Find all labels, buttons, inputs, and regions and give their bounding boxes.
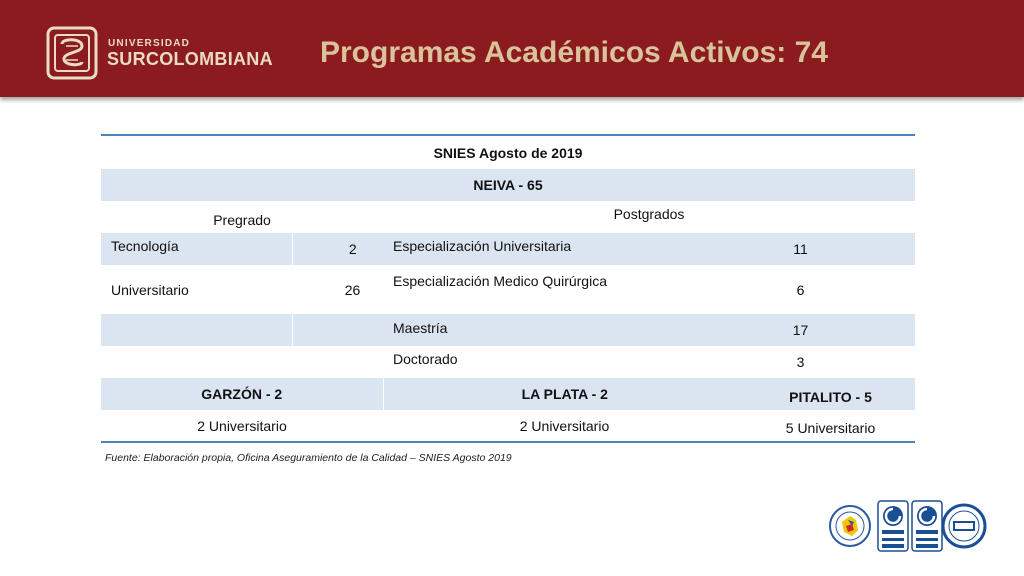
sedes-detail-row bbox=[101, 410, 915, 442]
pregrado-header: Pregrado bbox=[213, 212, 271, 228]
brand-small: UNIVERSIDAD bbox=[108, 38, 191, 49]
pregrado-cell bbox=[101, 314, 292, 346]
iso-9001-icon bbox=[911, 500, 943, 552]
iqnet-seal-icon bbox=[941, 502, 987, 550]
header-bar bbox=[0, 0, 1024, 97]
sede-garzon-header: GARZÓN - 2 bbox=[101, 378, 383, 410]
table-row bbox=[101, 265, 915, 314]
postgrado-count: 6 bbox=[796, 281, 805, 298]
pregrado-count bbox=[292, 314, 383, 346]
postgrado-count: 11 bbox=[746, 233, 915, 265]
subheader-row bbox=[101, 201, 915, 233]
table-row bbox=[101, 233, 915, 265]
sede-pitalito-detail: 5 Universitario bbox=[746, 410, 915, 442]
postgrados-header: Postgrados bbox=[613, 206, 685, 222]
programs-table bbox=[101, 134, 915, 443]
pregrado-count bbox=[292, 346, 383, 378]
sede-pitalito-header: PITALITO - 5 bbox=[746, 378, 915, 410]
source-footnote: Fuente: Elaboración propia, Oficina Aseguramiento de la Calidad – SNIES Agosto 2019 bbox=[105, 452, 512, 464]
table-row bbox=[101, 346, 915, 378]
postgrado-cell: Especialización Medico Quirúrgica bbox=[393, 273, 607, 289]
neiva-header: NEIVA - 65 bbox=[101, 169, 915, 201]
postgrado-cell: Doctorado bbox=[393, 351, 458, 367]
table-caption: SNIES Agosto de 2019 bbox=[101, 135, 915, 169]
page-title: Programas Académicos Activos: 74 bbox=[320, 36, 828, 69]
postgrado-count: 17 bbox=[746, 314, 915, 346]
postgrado-count: 3 bbox=[796, 354, 805, 370]
iso-certification-icon bbox=[877, 500, 909, 552]
pregrado-cell: Universitario bbox=[111, 281, 189, 298]
university-logo-icon bbox=[46, 26, 98, 80]
pregrado-cell: Tecnología bbox=[101, 233, 292, 265]
sede-garzon-detail: 2 Universitario bbox=[101, 410, 383, 442]
table-row bbox=[101, 314, 915, 346]
neiva-row bbox=[101, 169, 915, 201]
sede-laplata-detail: 2 Universitario bbox=[383, 410, 746, 442]
brand-name: SURCOLOMBIANA bbox=[107, 49, 273, 69]
postgrado-cell: Especialización Universitaria bbox=[383, 233, 746, 265]
pregrado-count: 2 bbox=[292, 233, 383, 265]
pregrado-cell bbox=[101, 346, 292, 378]
postgrado-cell: Maestría bbox=[383, 314, 746, 346]
accreditation-seal-icon bbox=[828, 502, 872, 550]
sedes-header-row bbox=[101, 378, 915, 410]
table-caption-row bbox=[101, 135, 915, 169]
pregrado-count: 26 bbox=[344, 281, 361, 298]
sede-laplata-header: LA PLATA - 2 bbox=[383, 378, 746, 410]
